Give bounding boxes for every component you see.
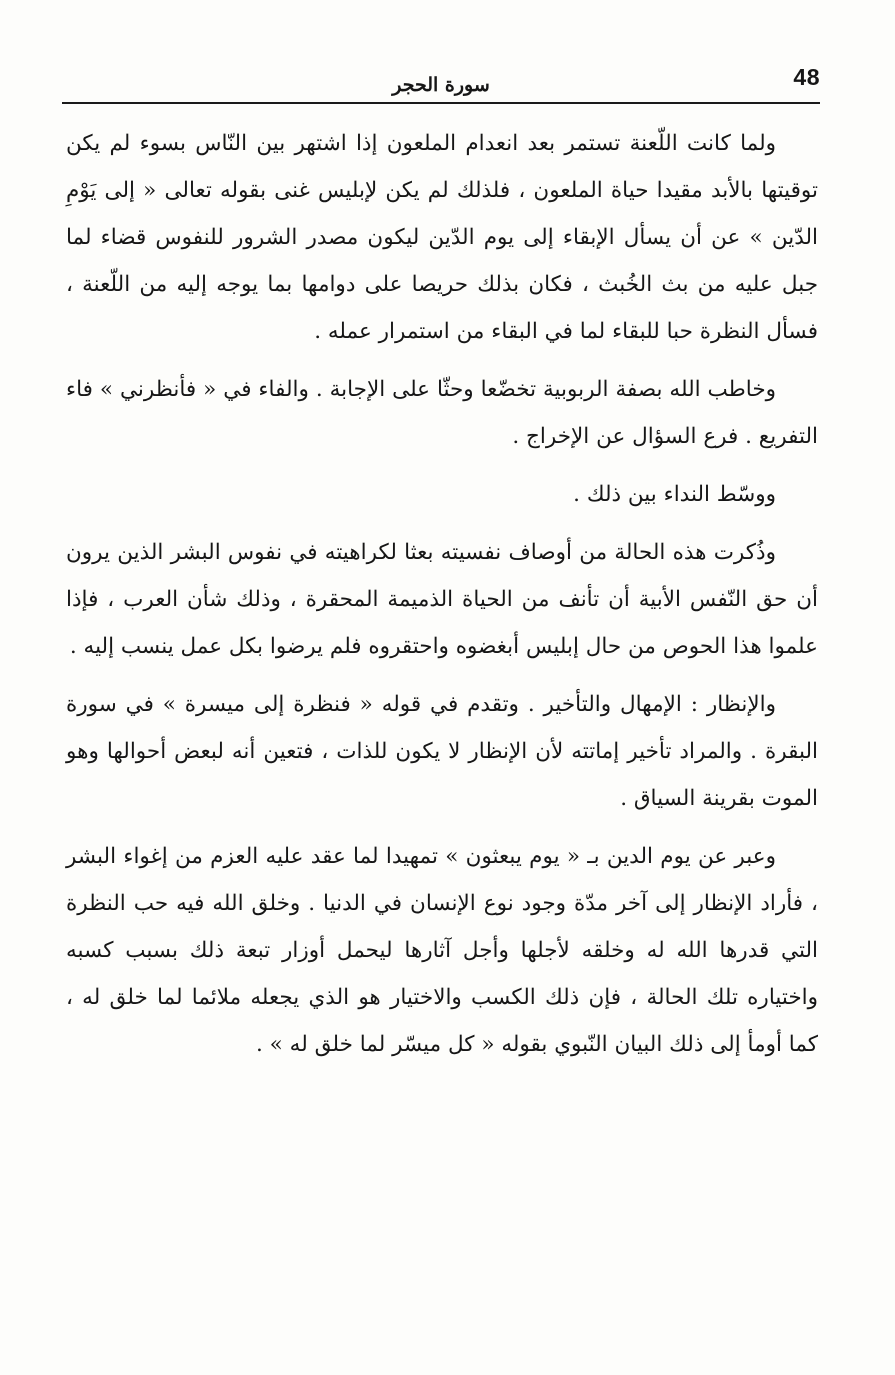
paragraph-6: وعبر عن يوم الدين بـ « يوم يبعثون » تمهيدا لما عقد عليه العزم من إغواء البشر ، فأراد الإنظار إلى آخر مدّة وجود نوع الإنسان في الدنيا . وخلق الله فيه حب النظرة التي قدرها الله له وخلقه لأجلها وأجل آثارها ليحمل أوزار تبعة ذلك بسبب كسبه واختياره تلك الحالة ، فإن ذلك الكسب والاختيار هو الذي يجعله ملائما لما خلق له ، كما أومأ إلى ذلك البيان النّبوي بقوله « كل ميسّر لما خلق له » . <box>66 844 818 1057</box>
paragraph-3: ووسّط النداء بين ذلك . <box>573 482 776 507</box>
page-body <box>66 120 818 1068</box>
page-header <box>62 62 820 104</box>
running-title: سورة الحجر <box>392 74 490 96</box>
paragraph-4: وذُكرت هذه الحالة من أوصاف نفسيته بعثا لكراهيته في نفوس البشر الذين يرون أن حق النّفس الأبية أن تأنف من الحياة الذميمة المحقرة ، وذلك شأن العرب ، فإذا علموا هذا الحوص من حال إبليس أبغضوه واحتقروه فلم يرضوا بكل عمل ينسب إليه . <box>66 540 818 659</box>
paragraph-5: والإنظار : الإمهال والتأخير . وتقدم في قوله « فنظرة إلى ميسرة » في سورة البقرة . والمراد تأخير إماتته لأن الإنظار لا يكون للذات ، فتعين أنه لبعض أحوالها وهو الموت بقرينة السياق . <box>66 692 818 811</box>
paragraph-2: وخاطب الله بصفة الربوبية تخضّعا وحثّا على الإجابة . والفاء في « فأنظرني » فاء التفريع . فرع السؤال عن الإخراج . <box>66 377 818 449</box>
page-number: 48 <box>793 64 820 90</box>
header-rule <box>62 102 820 104</box>
paragraph-1: ولما كانت اللّعنة تستمر بعد انعدام الملعون إذا اشتهر بين النّاس بسوء لم يكن توقيتها بالأبد مقيدا حياة الملعون ، فلذلك لم يكن لإبليس غنى بقوله تعالى « إلى يَوْمِ الدّين » عن أن يسأل الإبقاء إلى يوم الدّين ليكون مصدر الشرور للنفوس قضاء لما جبل عليه من بث الخُبث ، فكان بذلك حريصا على دوامها بما يوجه إليه من اللّعنة ، فسأل النظرة حبا للبقاء لما في البقاء من استمرار عمله . <box>66 131 818 344</box>
